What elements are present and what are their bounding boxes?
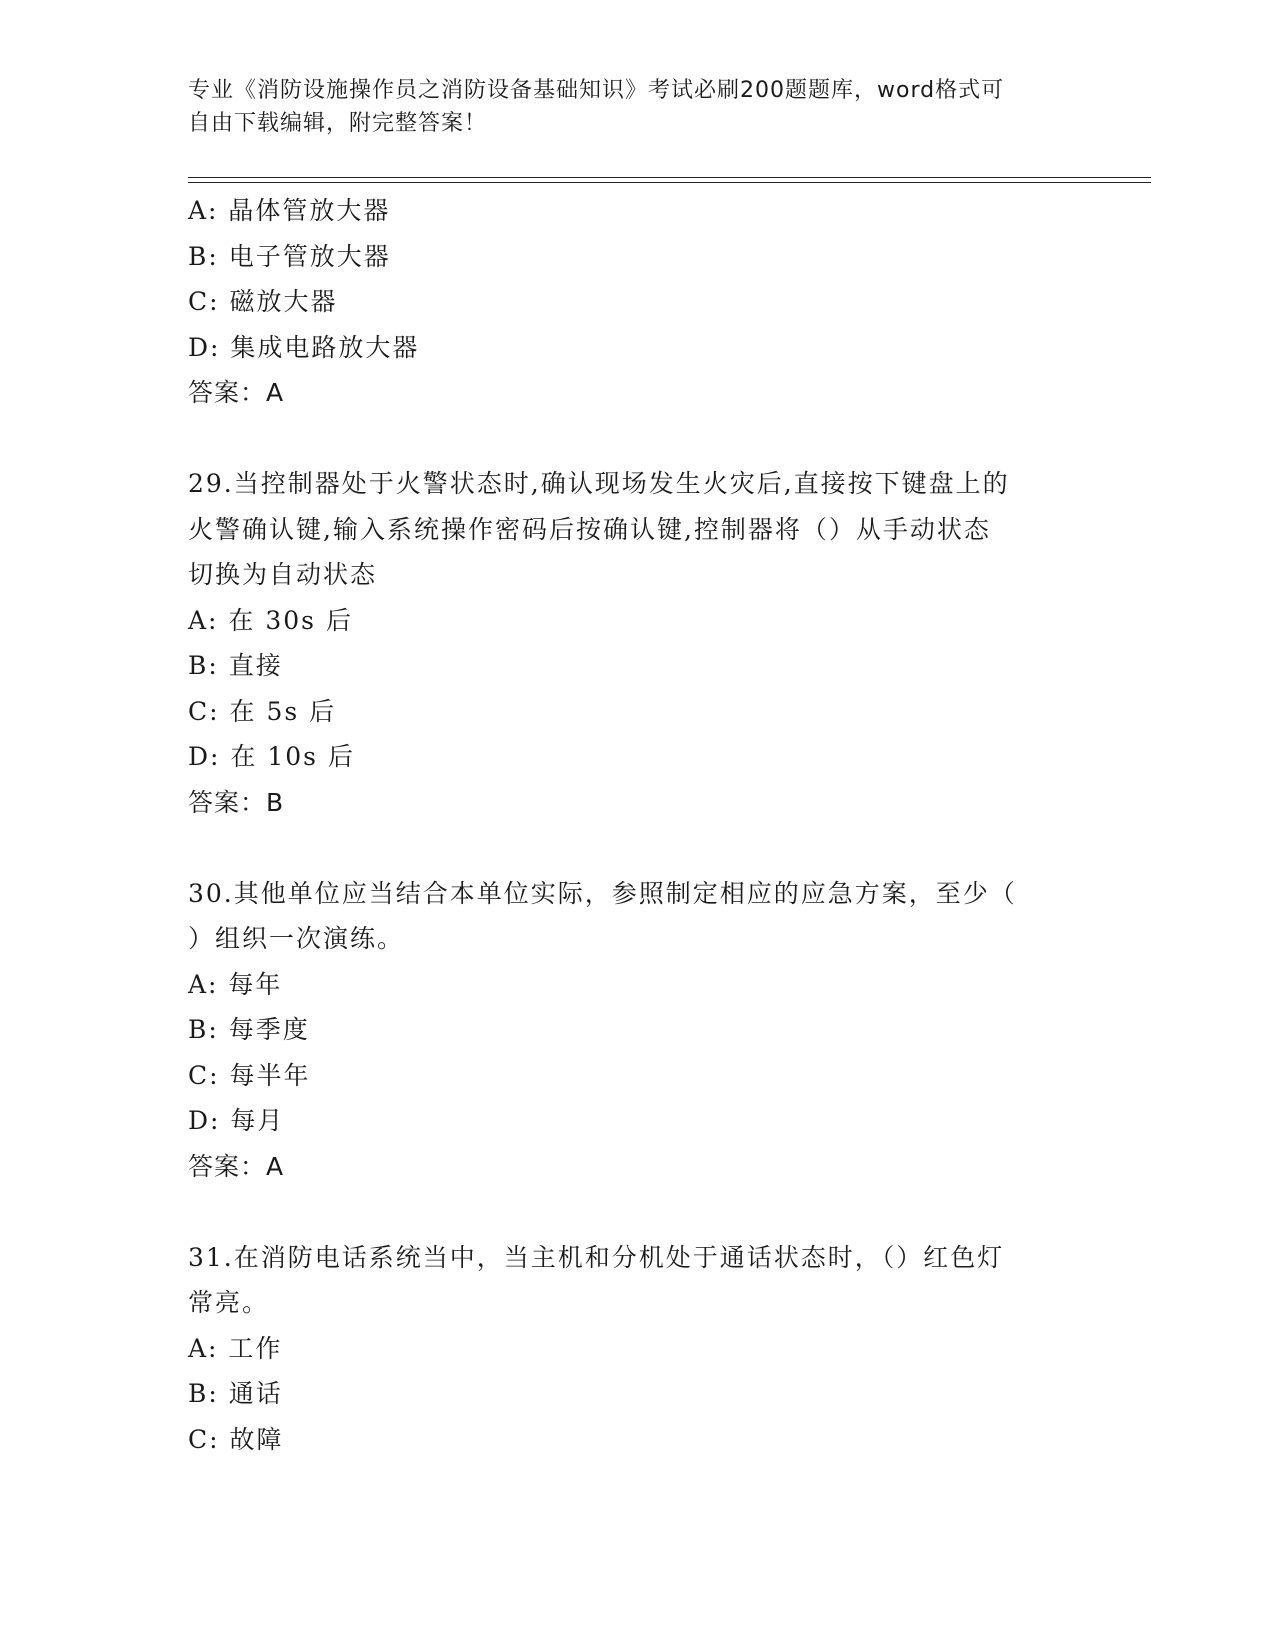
option-b: B: 通话 xyxy=(188,1379,283,1408)
question-31 xyxy=(188,1235,1088,1463)
option-b: B: 直接 xyxy=(188,651,283,680)
document-body xyxy=(188,188,1088,1462)
option-c: C: 在 5s 后 xyxy=(188,696,337,726)
option-a: A: 在 30s 后 xyxy=(188,605,353,635)
option-a: A: 晶体管放大器 xyxy=(188,196,391,225)
header-line-1: 专业《消防设施操作员之消防设备基础知识》考试必刷200题题库，word格式可 xyxy=(188,78,1005,103)
option-d: D: 在 10s 后 xyxy=(188,742,355,771)
option-b: B: 电子管放大器 xyxy=(188,241,391,271)
question-text-line-3: 切换为自动状态 xyxy=(188,560,378,589)
option-a: A: 每年 xyxy=(188,969,283,999)
spacer xyxy=(188,825,1088,871)
question-text-line-1: 29.当控制器处于火警状态时,确认现场发生火灾后,直接按下键盘上的 xyxy=(188,469,1010,498)
option-d: D: 每月 xyxy=(188,1106,285,1135)
question-text-line-1: 31.在消防电话系统当中，当主机和分机处于通话状态时，（）红色灯 xyxy=(188,1242,1005,1272)
header-line-2: 自由下载编辑，附完整答案！ xyxy=(188,111,488,136)
question-text-line-2: 常亮。 xyxy=(188,1288,270,1317)
spacer xyxy=(188,416,1088,462)
option-a: A: 工作 xyxy=(188,1333,283,1363)
question-text-line-2: 火警确认键,输入系统操作密码后按确认键,控制器将（）从手动状态 xyxy=(188,514,991,544)
answer: 答案：A xyxy=(188,1151,285,1181)
question-text-line-1: 30.其他单位应当结合本单位实际，参照制定相应的应急方案，至少（ xyxy=(188,878,1017,908)
option-b: B: 每季度 xyxy=(188,1015,310,1044)
spacer xyxy=(188,1189,1088,1235)
question-text-line-2: ）组织一次演练。 xyxy=(188,924,405,953)
option-c: C: 每半年 xyxy=(188,1060,311,1090)
question-30 xyxy=(188,871,1088,1190)
document-header xyxy=(188,74,1088,140)
header-divider-bottom xyxy=(188,182,1151,183)
header-divider-top xyxy=(188,177,1151,178)
answer: 答案：B xyxy=(188,787,285,817)
option-c: C: 磁放大器 xyxy=(188,287,338,316)
option-c: C: 故障 xyxy=(188,1424,284,1454)
question-29 xyxy=(188,461,1088,825)
question-28 xyxy=(188,188,1088,416)
option-d: D: 集成电路放大器 xyxy=(188,332,420,362)
answer: 答案：A xyxy=(188,378,285,407)
